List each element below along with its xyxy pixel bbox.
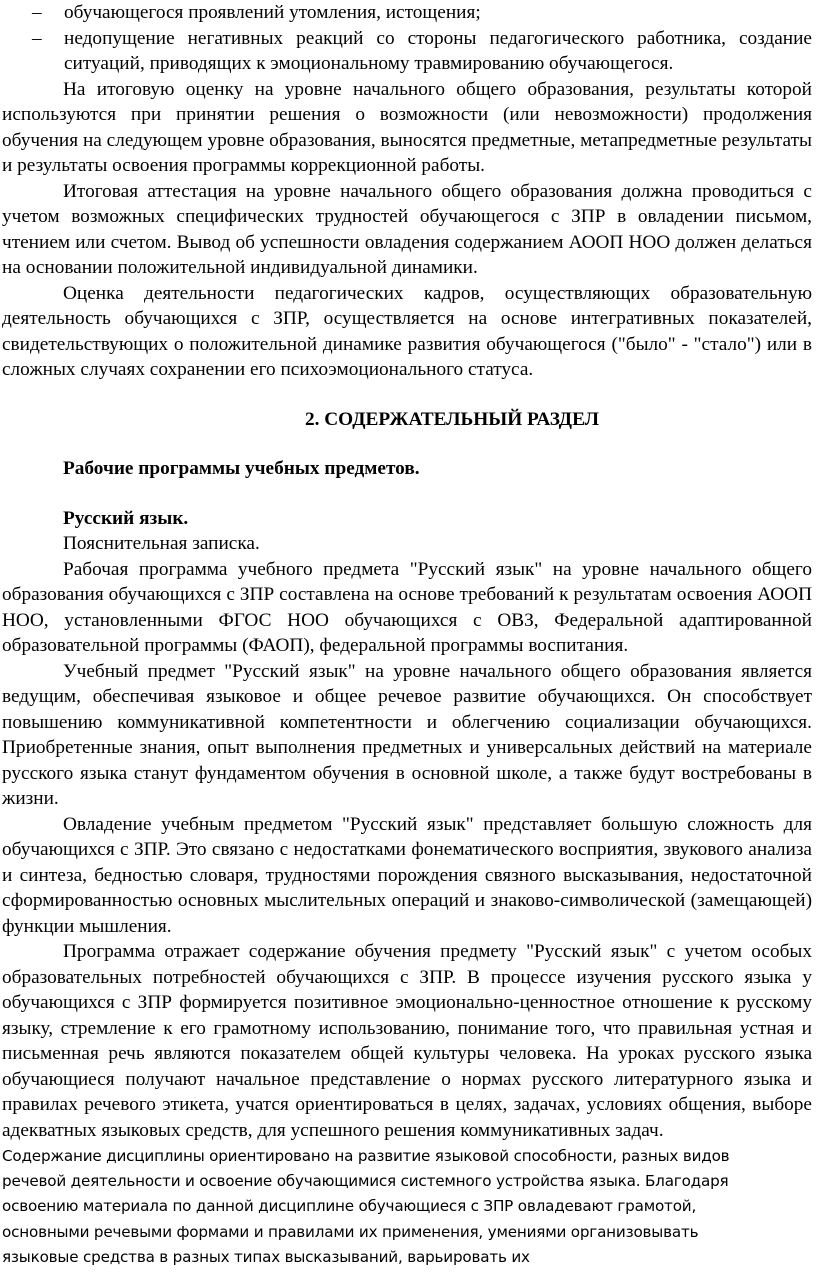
bullet-text: обучающегося проявлений утомления, истощения; [64,2,481,23]
paragraph: Овладение учебным предметом "Русский язык" представляет большую сложность для обучающихся с ЗПР. Это связано с недостатками фонематического восприятия, звукового анализа и синтеза, бедностью словаря, трудностями порождения связного высказывания, недостаточной сформированностью основных мыслительных операций и знаково-символической (замещающей) функции мышления. [2,813,812,937]
text-line: основными речевыми формами и правилами их применения, умениями организовывать [2,1222,699,1241]
bullet-text: недопущение негативных реакций со стороны педагогического работника, создание ситуаций, приводящих к эмоциональному травмированию обучающегося. [64,27,812,74]
bullet-item [2,0,812,26]
paragraph: Итоговая аттестация на уровне начального общего образования должна проводиться с учетом возможных специфических трудностей обучающегося с ЗПР в овладении письмом, чтением или счетом. Вывод об успешности овладения содержанием АООП НОО должен делаться на основании положительной индивидуальной динамики. [2,180,812,278]
subsection-heading: Рабочие программы учебных предметов. [63,458,420,479]
bullet-dash: – [32,27,42,49]
bullet-dash: – [32,2,42,23]
document-body [2,0,812,1143]
explanatory-note-label: Пояснительная записка. [63,533,260,554]
text-line: речевой деятельности и освоение обучающимися системного устройства языка. Благодаря [2,1172,729,1191]
subject-title: Русский язык. [63,507,189,529]
paragraph: Рабочая программа учебного предмета "Русский язык" на уровне начального общего образования обучающихся с ЗПР составлена на основе требований к результатам освоения АООП НОО, установленными ФГОС НОО обучающихся с ОВЗ, Федеральной адаптированной образовательной программы (ФАОП), федеральной программы воспитания. [2,558,812,656]
paragraph: На итоговую оценку на уровне начального общего образования, результаты которой используются при принятии решения о возможности (или невозможности) продолжения обучения на следующем уровне образования, выносятся предметные, метапредметные результаты и результаты освоения программы коррекционной работы. [2,78,812,176]
paragraph: Учебный предмет "Русский язык" на уровне начального общего образования является ведущим, обеспечивая языковое и общее речевое развитие обучающихся. Он способствует повышению коммуникативной компетентности и облегчению социализации обучающихся. Приобретенные знания, опыт выполнения предметных и универсальных действий на материале русского языка станут фундаментом обучения в основной школе, а также будут востребованы в жизни. [2,660,812,809]
paragraph: Программа отражает содержание обучения предмету "Русский язык" с учетом особых образовательных потребностей обучающихся с ЗПР. В процессе изучения русского языка у обучающихся с ЗПР формируется позитивное эмоционально-ценностное отношение к русскому языку, стремление к его грамотному использованию, понимание того, что правильная устная и письменная речь являются показателем общей культуры человека. На уроках русского языка обучающиеся получают начальное представление о нормах русского литературного языка и правилах речевого этикета, учатся ориентироваться в целях, задачах, условиях общения, выборе адекватных языковых средств, для успешного решения коммуникативных задач. [2,941,812,1141]
trailing-text-block [2,1144,812,1270]
text-line: Содержание дисциплины ориентировано на развитие языковой способности, разных видов [2,1147,730,1165]
paragraph: Оценка деятельности педагогических кадров, осуществляющих образовательную деятельность обучающихся с ЗПР, осуществляется на основе интегративных показателей, свидетельствующих о положительной динамике развития обучающегося ("было" - "стало") или в сложных случаях сохранении его психоэмоционального статуса. [2,282,812,380]
text-line: освоению материала по данной дисциплине обучающиеся с ЗПР овладевают грамотой, [2,1197,697,1216]
bullet-item [2,26,812,77]
section-heading: 2. СОДЕРЖАТЕЛЬНЫЙ РАЗДЕЛ [304,408,600,430]
text-line: языковые средства в разных типах высказываний, варьировать их [2,1247,530,1266]
